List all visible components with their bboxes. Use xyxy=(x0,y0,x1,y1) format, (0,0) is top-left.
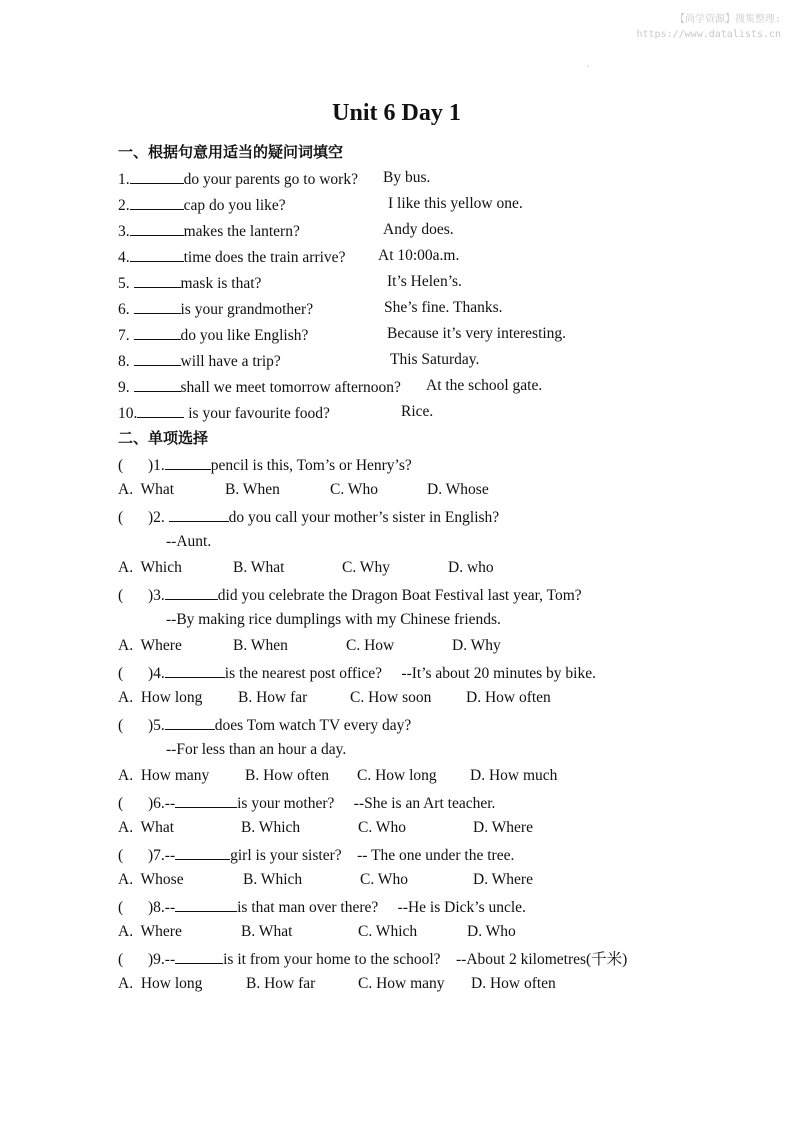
item-answer: This Saturday. xyxy=(390,351,480,368)
question-reply: --Aunt. xyxy=(166,533,212,550)
answer-option[interactable]: D. Whose xyxy=(427,481,489,498)
answer-option[interactable]: D. How much xyxy=(470,767,558,784)
fill-blank-item xyxy=(118,271,261,293)
answer-option[interactable]: A. Which xyxy=(118,559,182,576)
fill-blank-item xyxy=(118,401,330,423)
answer-option[interactable]: B. When xyxy=(225,481,280,498)
choice-question xyxy=(118,843,514,865)
answer-option[interactable]: B. When xyxy=(233,637,288,654)
question-text: is the nearest post office? --It’s about 20 minutes by bike. xyxy=(224,665,596,682)
answer-option[interactable]: B. What xyxy=(233,559,285,576)
fill-blank-item xyxy=(118,349,281,371)
answer-option[interactable]: C. How long xyxy=(357,767,437,784)
watermark-line-1: 【尚学资源】搜集整理: xyxy=(674,14,781,25)
fill-blank-item xyxy=(118,245,345,267)
answer-option[interactable]: B. How far xyxy=(238,689,308,706)
question-reply: --By making rice dumplings with my Chinese friends. xyxy=(166,611,501,628)
item-number: 3. xyxy=(118,223,130,240)
answer-option[interactable]: A. Whose xyxy=(118,871,184,888)
choice-question xyxy=(118,505,499,527)
answer-option[interactable]: A. What xyxy=(118,819,175,836)
fill-blank[interactable] xyxy=(130,193,184,210)
item-question: cap do you like? xyxy=(183,197,286,214)
answer-parenthesis[interactable]: ( xyxy=(118,509,124,526)
question-text: did you celebrate the Dragon Boat Festival last year, Tom? xyxy=(217,587,582,604)
item-number: 7. xyxy=(118,327,134,344)
answer-parenthesis[interactable]: ( xyxy=(118,899,124,916)
question-blank[interactable] xyxy=(175,947,223,964)
answer-parenthesis[interactable]: ( xyxy=(118,795,124,812)
item-question: is your grandmother? xyxy=(180,301,314,318)
answer-option[interactable]: A. What xyxy=(118,481,175,498)
answer-option[interactable]: C. How soon xyxy=(350,689,432,706)
choice-question xyxy=(118,947,627,969)
watermark-line-2: https://www.datalists.cn xyxy=(636,29,781,40)
question-blank[interactable] xyxy=(165,713,215,730)
item-number: 9. xyxy=(118,379,134,396)
fill-blank-item xyxy=(118,375,401,397)
question-text: pencil is this, Tom’s or Henry’s? xyxy=(210,457,412,474)
item-question: makes the lantern? xyxy=(183,223,300,240)
question-text: is that man over there? --He is Dick’s uncle. xyxy=(237,899,526,916)
stray-dot: · xyxy=(587,62,590,71)
fill-blank[interactable] xyxy=(137,401,184,418)
question-number: )1. xyxy=(148,457,165,474)
section-1-heading: 一、根据句意用适当的疑问词填空 xyxy=(118,143,344,161)
item-answer: By bus. xyxy=(383,169,431,186)
fill-blank[interactable] xyxy=(134,271,181,288)
fill-blank-item xyxy=(118,167,358,189)
question-blank[interactable] xyxy=(165,583,218,600)
item-number: 2. xyxy=(118,197,130,214)
item-question: time does the train arrive? xyxy=(183,249,346,266)
section-2-heading: 二、单项选择 xyxy=(118,429,209,447)
answer-option[interactable]: A. Where xyxy=(118,923,182,940)
fill-blank[interactable] xyxy=(134,323,181,340)
answer-option[interactable]: C. Which xyxy=(358,923,418,940)
choice-question xyxy=(118,895,526,917)
choice-question xyxy=(118,661,596,683)
question-blank[interactable] xyxy=(175,843,230,860)
fill-blank[interactable] xyxy=(130,219,184,236)
item-answer: At 10:00a.m. xyxy=(378,247,460,264)
answer-option[interactable]: C. How many xyxy=(358,975,445,992)
item-answer: Andy does. xyxy=(383,221,454,238)
question-text: does Tom watch TV every day? xyxy=(214,717,412,734)
question-number: )4. xyxy=(148,665,165,682)
question-text: is your mother? --She is an Art teacher. xyxy=(237,795,496,812)
answer-option[interactable]: D. Where xyxy=(473,871,533,888)
answer-option[interactable]: D. How often xyxy=(471,975,556,992)
item-question: do you like English? xyxy=(180,327,309,344)
question-text: girl is your sister? -- The one under the tree. xyxy=(230,847,515,864)
answer-option[interactable]: B. What xyxy=(241,923,293,940)
answer-option[interactable]: D. How often xyxy=(466,689,551,706)
choice-question xyxy=(118,713,411,735)
choice-question xyxy=(118,583,582,605)
answer-option[interactable]: C. How xyxy=(346,637,395,654)
item-question: shall we meet tomorrow afternoon? xyxy=(180,379,401,396)
answer-option[interactable]: D. Where xyxy=(473,819,533,836)
answer-option[interactable]: B. Which xyxy=(241,819,301,836)
item-answer: She’s fine. Thanks. xyxy=(384,299,503,316)
answer-option[interactable]: C. Who xyxy=(358,819,406,836)
question-number: )7.-- xyxy=(148,847,176,864)
item-number: 8. xyxy=(118,353,134,370)
fill-blank-item xyxy=(118,297,313,319)
item-answer: I like this yellow one. xyxy=(388,195,523,212)
fill-blank[interactable] xyxy=(134,297,181,314)
item-answer: It’s Helen’s. xyxy=(387,273,462,290)
question-blank[interactable] xyxy=(169,505,229,522)
answer-parenthesis[interactable]: ( xyxy=(118,457,124,474)
item-question: do your parents go to work? xyxy=(183,171,358,188)
item-answer: Rice. xyxy=(401,403,434,420)
item-question: is your favourite food? xyxy=(184,405,330,422)
fill-blank[interactable] xyxy=(134,349,181,366)
answer-option[interactable]: D. who xyxy=(448,559,494,576)
question-number: )5. xyxy=(148,717,165,734)
item-number: 5. xyxy=(118,275,134,292)
item-answer: At the school gate. xyxy=(426,377,543,394)
answer-parenthesis[interactable]: ( xyxy=(118,847,124,864)
fill-blank-item xyxy=(118,323,308,345)
answer-option[interactable]: A. How long xyxy=(118,975,203,992)
answer-option[interactable]: A. How long xyxy=(118,689,203,706)
answer-option[interactable]: D. Who xyxy=(467,923,516,940)
answer-option[interactable]: C. Who xyxy=(360,871,408,888)
question-number: )8.-- xyxy=(148,899,176,916)
fill-blank-item xyxy=(118,219,300,241)
question-blank[interactable] xyxy=(165,453,211,470)
question-text: do you call your mother’s sister in English? xyxy=(228,509,500,526)
fill-blank[interactable] xyxy=(134,375,181,392)
question-number: )6.-- xyxy=(148,795,176,812)
fill-blank-item xyxy=(118,193,286,215)
watermark xyxy=(637,12,782,42)
question-reply: --For less than an hour a day. xyxy=(166,741,347,758)
item-number: 6. xyxy=(118,301,134,318)
answer-option[interactable]: A. Where xyxy=(118,637,182,654)
answer-option[interactable]: B. How often xyxy=(245,767,329,784)
item-number: 4. xyxy=(118,249,130,266)
question-number: )2. xyxy=(148,509,169,526)
choice-question xyxy=(118,453,412,475)
item-number: 1. xyxy=(118,171,130,188)
answer-option[interactable]: C. Why xyxy=(342,559,390,576)
question-blank[interactable] xyxy=(175,895,237,912)
item-number: 10. xyxy=(118,405,138,422)
answer-option[interactable]: D. Why xyxy=(452,637,501,654)
item-question: mask is that? xyxy=(180,275,262,292)
item-question: will have a trip? xyxy=(180,353,281,370)
answer-option[interactable]: B. Which xyxy=(243,871,303,888)
fill-blank[interactable] xyxy=(130,245,184,262)
answer-parenthesis[interactable]: ( xyxy=(118,665,124,682)
answer-option[interactable]: A. How many xyxy=(118,767,210,784)
fill-blank[interactable] xyxy=(130,167,184,184)
answer-parenthesis[interactable]: ( xyxy=(118,717,124,734)
choice-question xyxy=(118,791,495,813)
answer-parenthesis[interactable]: ( xyxy=(118,587,124,604)
page-title: Unit 6 Day 1 xyxy=(332,100,461,126)
answer-option[interactable]: B. How far xyxy=(246,975,316,992)
question-number: )9.-- xyxy=(148,951,176,968)
question-blank[interactable] xyxy=(175,791,237,808)
question-number: )3. xyxy=(148,587,165,604)
answer-parenthesis[interactable]: ( xyxy=(118,951,124,968)
answer-option[interactable]: C. Who xyxy=(330,481,378,498)
question-blank[interactable] xyxy=(165,661,225,678)
question-text: is it from your home to the school? --About 2 kilometres(千米) xyxy=(223,951,628,968)
item-answer: Because it’s very interesting. xyxy=(387,325,567,342)
